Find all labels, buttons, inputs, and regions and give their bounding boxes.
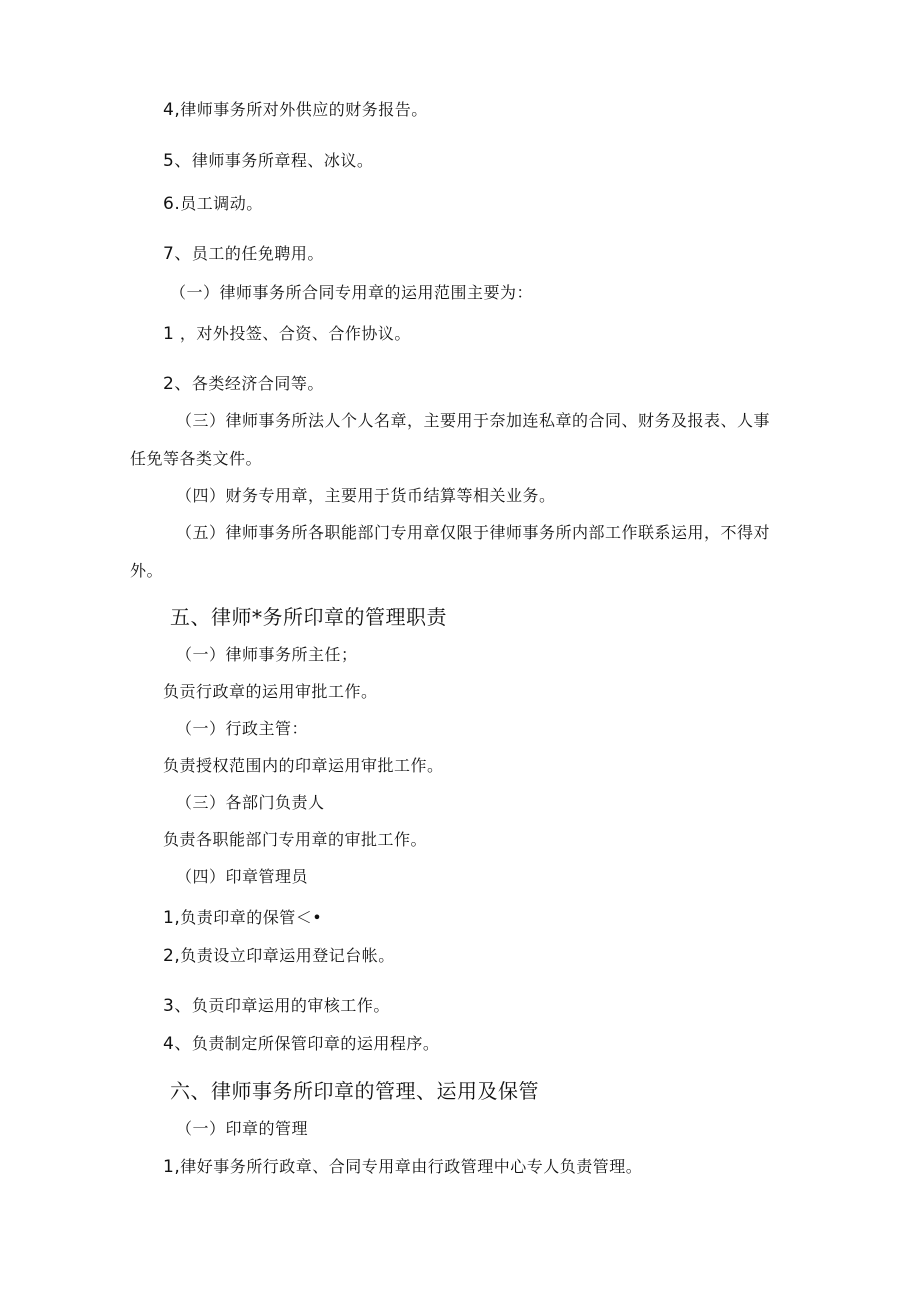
paragraph-line: 负贡行政章的运用审批工作。 [163, 682, 378, 701]
list-number: 5、 [163, 151, 192, 171]
list-item-1 [163, 1157, 642, 1177]
list-item-7 [163, 244, 324, 264]
paragraph-line: （四）财务专用章，主要用于货币结算等相关业务。 [176, 486, 556, 505]
paragraph-line: 负责授权范围内的印章运用审批工作。 [163, 756, 444, 775]
list-item-4 [163, 100, 428, 120]
subsection-heading: （四）印章管理员 [176, 867, 309, 886]
paragraph-line: 负责各职能部门专用章的审批工作。 [163, 830, 428, 849]
list-number: 2、 [163, 374, 192, 394]
list-text: ，对外投签、合资、合作协议。 [179, 324, 411, 343]
list-number: 7、 [163, 244, 192, 264]
list-number: 1, [163, 1157, 181, 1177]
paragraph-line: 任免等各类文件。 [130, 449, 263, 468]
section-subheading: （一）律师事务所合同专用章的运用范围主要为： [170, 283, 534, 302]
list-text: 负责设立印章运用登记台帐。 [180, 946, 395, 965]
paragraph-line: 外。 [130, 561, 164, 580]
list-number: 2, [163, 946, 181, 966]
list-text: 负责制定所保管印章的运用程序。 [191, 1034, 440, 1053]
subsection-heading: （三）各部门负责人 [176, 793, 325, 812]
paragraph-line: （三）律师事务所法人个人名章，主要用于奈加连私章的合同、财务及报表、人事 [176, 411, 771, 430]
list-item-1 [163, 908, 322, 928]
list-text: 各类经济合同等。 [191, 374, 324, 393]
section-heading-5: 五、律师*务所印章的管理职责 [170, 605, 447, 629]
paragraph-line: （五）律师事务所各职能部门专用章仅限于律师事务所内部工作联系运用，不得对 [176, 523, 771, 542]
list-number: 4、 [163, 1034, 192, 1054]
subsection-heading: （一）律师事务所主任； [176, 645, 358, 664]
list-number: 4, [163, 100, 181, 120]
list-number: 6. [163, 194, 181, 214]
list-text: 负责印章的保管＜• [180, 908, 323, 927]
list-number: 1, [163, 908, 181, 928]
list-text: 律师事务所对外供应的财务报告。 [180, 100, 428, 119]
list-text: 律好事务所行政章、合同专用章由行政管理中心专人负责管理。 [180, 1157, 643, 1176]
list-item-5 [163, 151, 373, 171]
section-heading-6: 六、律师事务所印章的管理、运用及保管 [170, 1079, 539, 1103]
list-text: 负贡印章运用的审核工作。 [191, 996, 390, 1015]
list-text: 员工的任免聘用。 [191, 244, 324, 263]
list-item-6 [163, 194, 263, 214]
list-item-2 [163, 374, 324, 394]
subsection-heading: （一）印章的管理 [176, 1119, 309, 1138]
list-item-3 [163, 996, 390, 1016]
list-text: 律师事务所章程、冰议。 [191, 151, 374, 170]
list-item-2 [163, 946, 395, 966]
list-number: 1 [163, 324, 175, 344]
list-number: 3、 [163, 996, 192, 1016]
list-text: 员工调动。 [180, 194, 263, 213]
list-item-1 [163, 324, 411, 344]
subsection-heading: （一）行政主管： [176, 719, 309, 738]
list-item-4 [163, 1034, 439, 1054]
